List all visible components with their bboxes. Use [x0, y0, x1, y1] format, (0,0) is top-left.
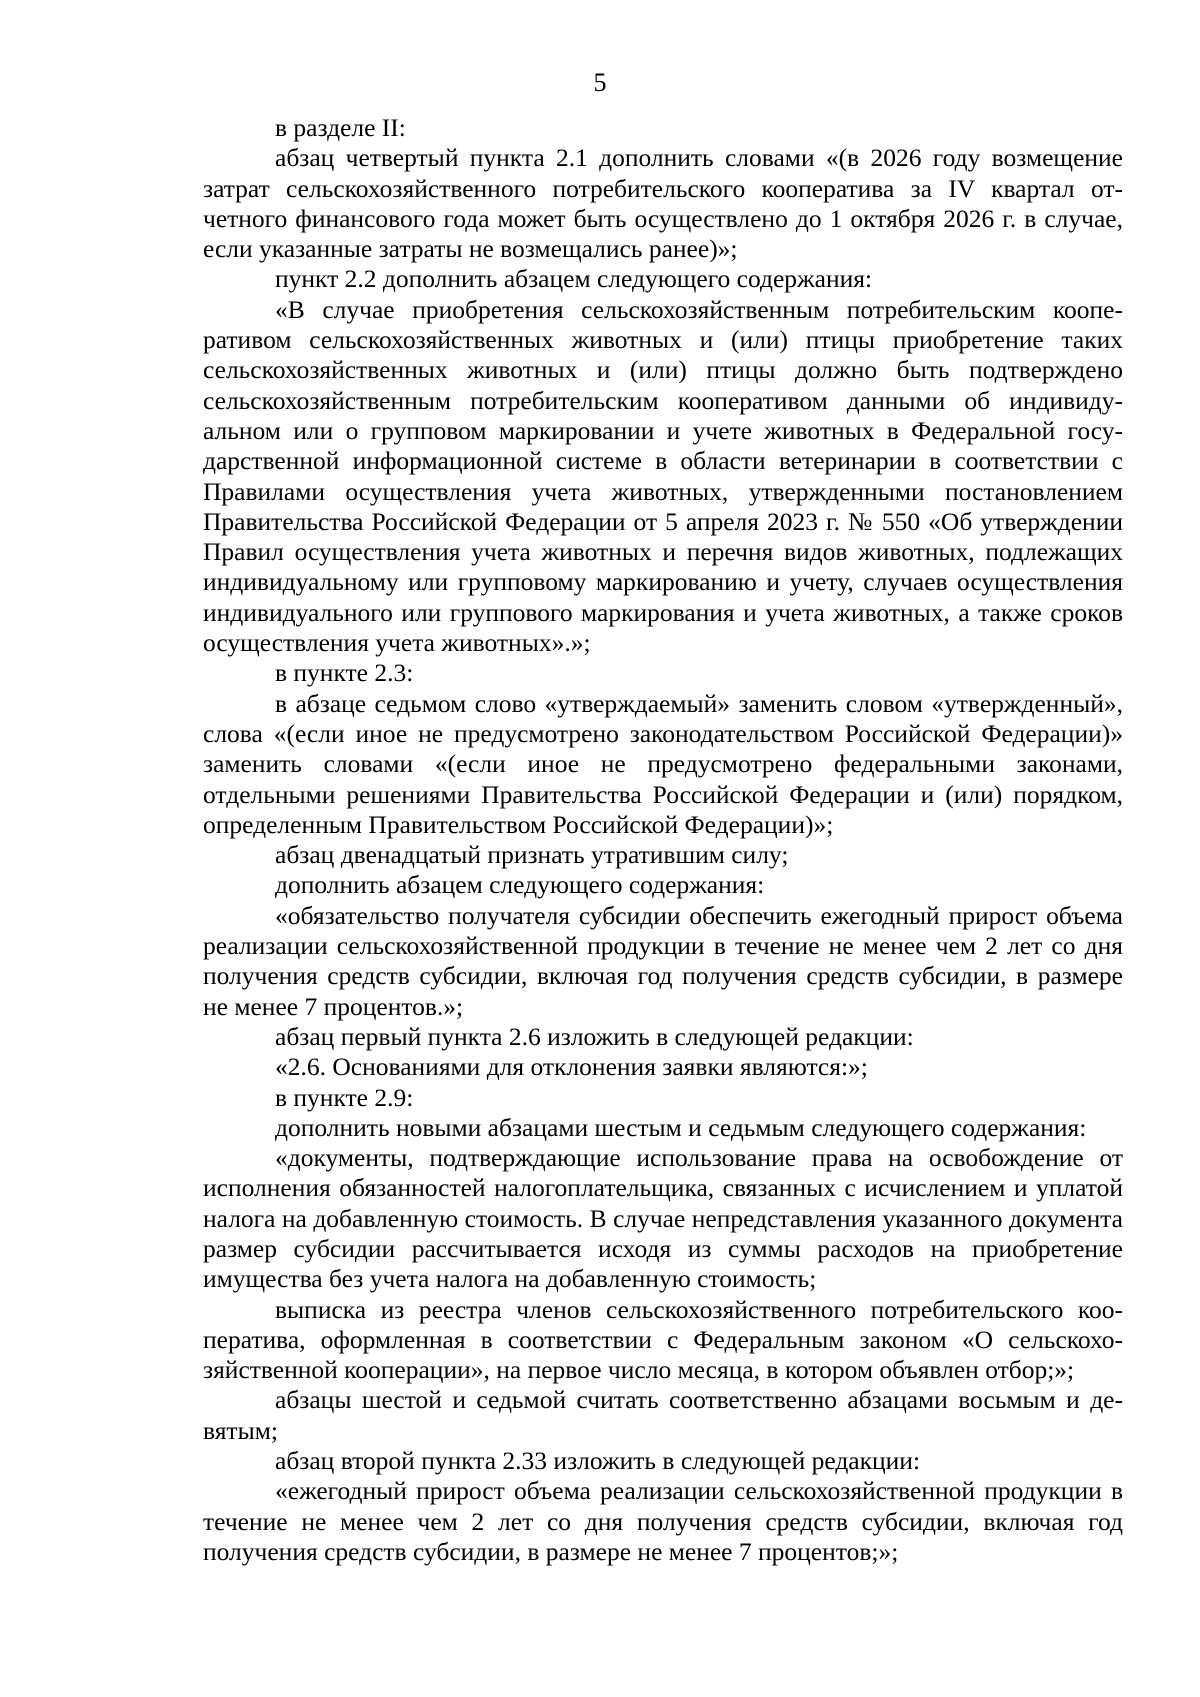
paragraph-item-2-9-renumber: абзацы шестой и седьмой считать соответственно абзацами восьмым и девятым; [203, 1385, 1123, 1445]
paragraph-item-2-9: в пункте 2.9: [275, 1082, 414, 1112]
paragraph-item-2-33: абзац второй пункта 2.33 изложить в следующей редакции: [275, 1446, 921, 1476]
paragraph-item-2-3-quote: «обязательство получателя субсидии обеспечить ежегодный прирост объема реализации сельскохозяйственной продукции в течение не менее чем 2 лет со дня получения средств субсидии, включая год получения средств субсидии, в размере не менее 7 процентов.»; [203, 900, 1123, 1021]
paragraph-item-2-6-quote: «2.6. Основаниями для отклонения заявки являются:»; [275, 1052, 868, 1082]
paragraph-item-2-3: в пункте 2.3: [275, 658, 414, 688]
paragraph-section-2: в разделе II: [275, 113, 406, 142]
paragraph-item-2-6: абзац первый пункта 2.6 изложить в следующей редакции: [275, 1021, 914, 1051]
paragraph-item-2-3-add: дополнить абзацем следующего содержания: [275, 870, 765, 900]
paragraph-item-2-1: абзац четвертый пункта 2.1 дополнить словами «(в 2026 году возмещение затрат сельскохозяйственного потребительского кооператива за IV квартал отчетного финансового года может быть осуществлено до 1 октября 2026 г. в случае, если указанные затраты не возмещались ранее)»; [203, 143, 1123, 264]
paragraph-item-2-2: пункт 2.2 дополнить абзацем следующего содержания: [275, 264, 873, 294]
paragraph-item-2-2-quote: «В случае приобретения сельскохозяйственным потребительским кооперативом сельскохозяйственных животных и (или) птицы приобретение таких сельскохозяйственных животных и (или) птицы должно быть подтверждено сельскохозяйственным потребительским кооперативом данными об индивидуальном или о групповом маркировании и учете животных в Федеральной государственной информационной системе в области ветеринарии в соответствии с Правилами осуществления учета животных, утвержденными постановлением Правительства Российской Федерации от 5 апреля 2023 г. № 550 «Об утверждении Правил осуществления учета животных и перечня видов животных, подлежащих индивидуальному или групповому маркированию и учету, случаев осуществления индивидуального или группового маркирования и учета животных, а также сроков осуществления учета животных».»; [203, 294, 1123, 658]
document-body [203, 113, 1123, 1567]
paragraph-item-2-3-seventh: в абзаце седьмом слово «утверждаемый» заменить словом «утвержденный», слова «(если иное не предусмотрено законодательством Российской Федерации)» заменить словами «(если иное не предусмотрено федеральными законами, отдельными решениями Правительства Российской Федерации и (или) порядком, определенным Правительством Российской Федерации)»; [203, 688, 1123, 839]
paragraph-item-2-9-add: дополнить новыми абзацами шестым и седьмым следующего содержания: [275, 1112, 1087, 1142]
page-number: 5 [593, 68, 607, 97]
paragraph-item-2-9-quote-1: «документы, подтверждающие использование права на освобождение от исполнения обязанностей налогоплательщика, связанных с исчислением и уплатой налога на добавленную стоимость. В случае непредставления указанного документа размер субсидии рассчитывается исходя из суммы расходов на приобретение имущества без учета налога на добавленную стоимость; [203, 1143, 1123, 1294]
paragraph-item-2-33-quote: «ежегодный прирост объема реализации сельскохозяйственной продукции в течение не менее чем 2 лет со дня получения средств субсидии, включая год получения средств субсидии, в размере не менее 7 процентов;»; [203, 1476, 1123, 1566]
paragraph-item-2-3-twelfth: абзац двенадцатый признать утратившим силу; [275, 840, 789, 870]
paragraph-item-2-9-quote-2: выписка из реестра членов сельскохозяйственного потребительского кооператива, оформленная в соответствии с Федеральным законом «О сельскохозяйственной кооперации», на первое число месяца, в котором объявлен отбор;»; [203, 1294, 1123, 1385]
